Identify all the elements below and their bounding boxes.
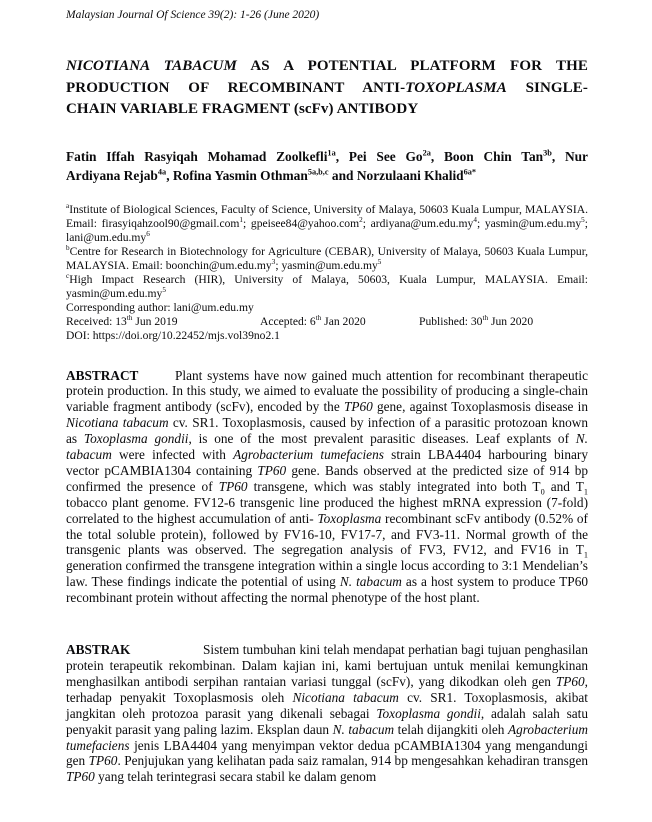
title-line-2: PRODUCTION OF RECOMBINANT ANTI-TOXOPLASMA SINGLE- <box>66 79 588 96</box>
abstract-text: Plant systems have now gained much attention for recombinant therapeutic protein production. In this study, we aimed to evaluate the possibility of producing a single-chain variable fragment antibody (scFv), encoded by the TP60 gene, against Toxoplasmosis disease in Nicotiana tabacum cv. SR1. Toxoplasmosis, caused by infection of a parasitic protozoan known as Toxoplasma gondii, is one of the most prevalent parasitic diseases. Leaf explants of N. tabacum were infected with Agrobacterium tumefaciens strain LBA4404 harbouring binary vector pCAMBIA1304 containing TP60 gene. Bands observed at the predicted size of 914 bp confirmed the presence of TP60 transgene, which was stably integrated into both $T_0$ and $T_1$ tobacco plant genome. FV12-6 transgenic line produced the highest mRNA expression (7-fold) correlated to the highest accumulation of anti- Toxoplasma recombinant scFv antibody (0.52% of the total soluble protein), followed by FV16-10, FV17-7, and FV3-11. Normal growth of the transgenic plants was observed. The segregation analysis of FV3, FV12, and FV16 in $T_1$ generation confirmed the transgene integration within a single locus according to 3:1 Mendelian’s law. These findings indicate the potential of using N. tabacum as a host system to produce TP60 recombinant protein without affecting the normal phenotype of the host plant. <box>66 367 589 606</box>
abstract-label: ABSTRACT <box>66 367 139 383</box>
accepted-date: Accepted: 6th Jan 2020 <box>260 313 366 328</box>
affiliation-a: $^a$Institute of Biological Sciences, Faculty of Science, University of Malaya, 50603 Kuala Lumpur, MALAYSIA. Email: firasyiqahzool90@gmail.com$^1$; gpeisee84@yahoo.com$^2$; $ardiyana@um.edu.my^4$; $yasmin@um.edu.my^5$; $lani@um.edu.my^6$ <box>66 201 588 244</box>
authors-block <box>66 147 588 185</box>
article-title <box>66 56 588 121</box>
abstrak-label: ABSTRAK <box>66 642 131 658</box>
doi-line: DOI: https://doi.org/10.22452/mjs.vol39no2.1 <box>66 328 280 342</box>
journal-running-head: Malaysian Journal Of Science 39(2): 1-26 (June 2020) <box>66 9 320 21</box>
corresponding-author-line: Corresponding author: lani@um.edu.my <box>66 300 254 314</box>
dates-row <box>66 315 588 329</box>
published-date: Published: 30th Jun 2020 <box>419 313 534 328</box>
affiliation-c: $^c$High Impact Research (HIR), University of Malaya, 50603, Kuala Lumpur, MALAYSIA. Email: $yasmin@um.edu.my^5$ <box>66 271 588 300</box>
abstract-paragraph <box>66 368 588 607</box>
affiliations-block <box>66 203 588 301</box>
abstrak-paragraph <box>66 642 588 785</box>
authors-line-2: Ardiyana Rejab$^{4a}$, Rofina Yasmin Othman$^{5a,b,c}$ and Norzulaani Khalid$^{6a*}$ <box>66 167 477 183</box>
received-date: Received: 13th Jun 2019 <box>66 313 178 328</box>
affiliation-b: $^b$Centre for Research in Biotechnology for Agriculture (CEBAR), University of Malaya, 50603 Kuala Lumpur, MALAYSIA. Email: $boonchin@um.edu.my^3$; $yasmin@um.edu.my^5$ <box>66 243 588 272</box>
title-line-1: NICOTIANA TABACUM AS A POTENTIAL PLATFORM FOR THE <box>66 58 588 74</box>
abstrak-text: Sistem tumbuhan kini telah mendapat perhatian bagi tujuan penghasilan protein terapeutik rekombinan. Dalam kajian ini, kami bertujuan untuk menilai kemungkinan menghasilkan antibodi serpihan rantaian variasi tunggal (scFv), yang dikodkan oleh gen TP60, terhadap penyakit Toxoplasmosis oleh Nicotiana tabacum cv. SR1. Toxoplasmosis, akibat jangkitan oleh protozoa parasit yang dikenali sebagai Toxoplasma gondii, adalah salah satu penyakit parasit yang paling lazim. Eksplan daun N. tabacum telah dijangkiti oleh Agrobacterium tumefaciens jenis LBA4404 yang menyimpan vektor dedua pCAMBIA1304 yang mengandungi gen TP60. Penjujukan yang kelihatan pada saiz ramalan, 914 bp mengesahkan kehadiran transgen TP60 yang telah terintegrasi secara stabil ke dalam genom <box>66 642 589 785</box>
authors-line-1: Fatin Iffah Rasyiqah Mohamad Zoolkefli$^{1a}$, Pei See $Go^{2a}$, Boon Chin Tan$^{3b}$, Nur <box>66 148 589 164</box>
title-line-3: CHAIN VARIABLE FRAGMENT (scFv) ANTIBODY <box>66 101 419 117</box>
